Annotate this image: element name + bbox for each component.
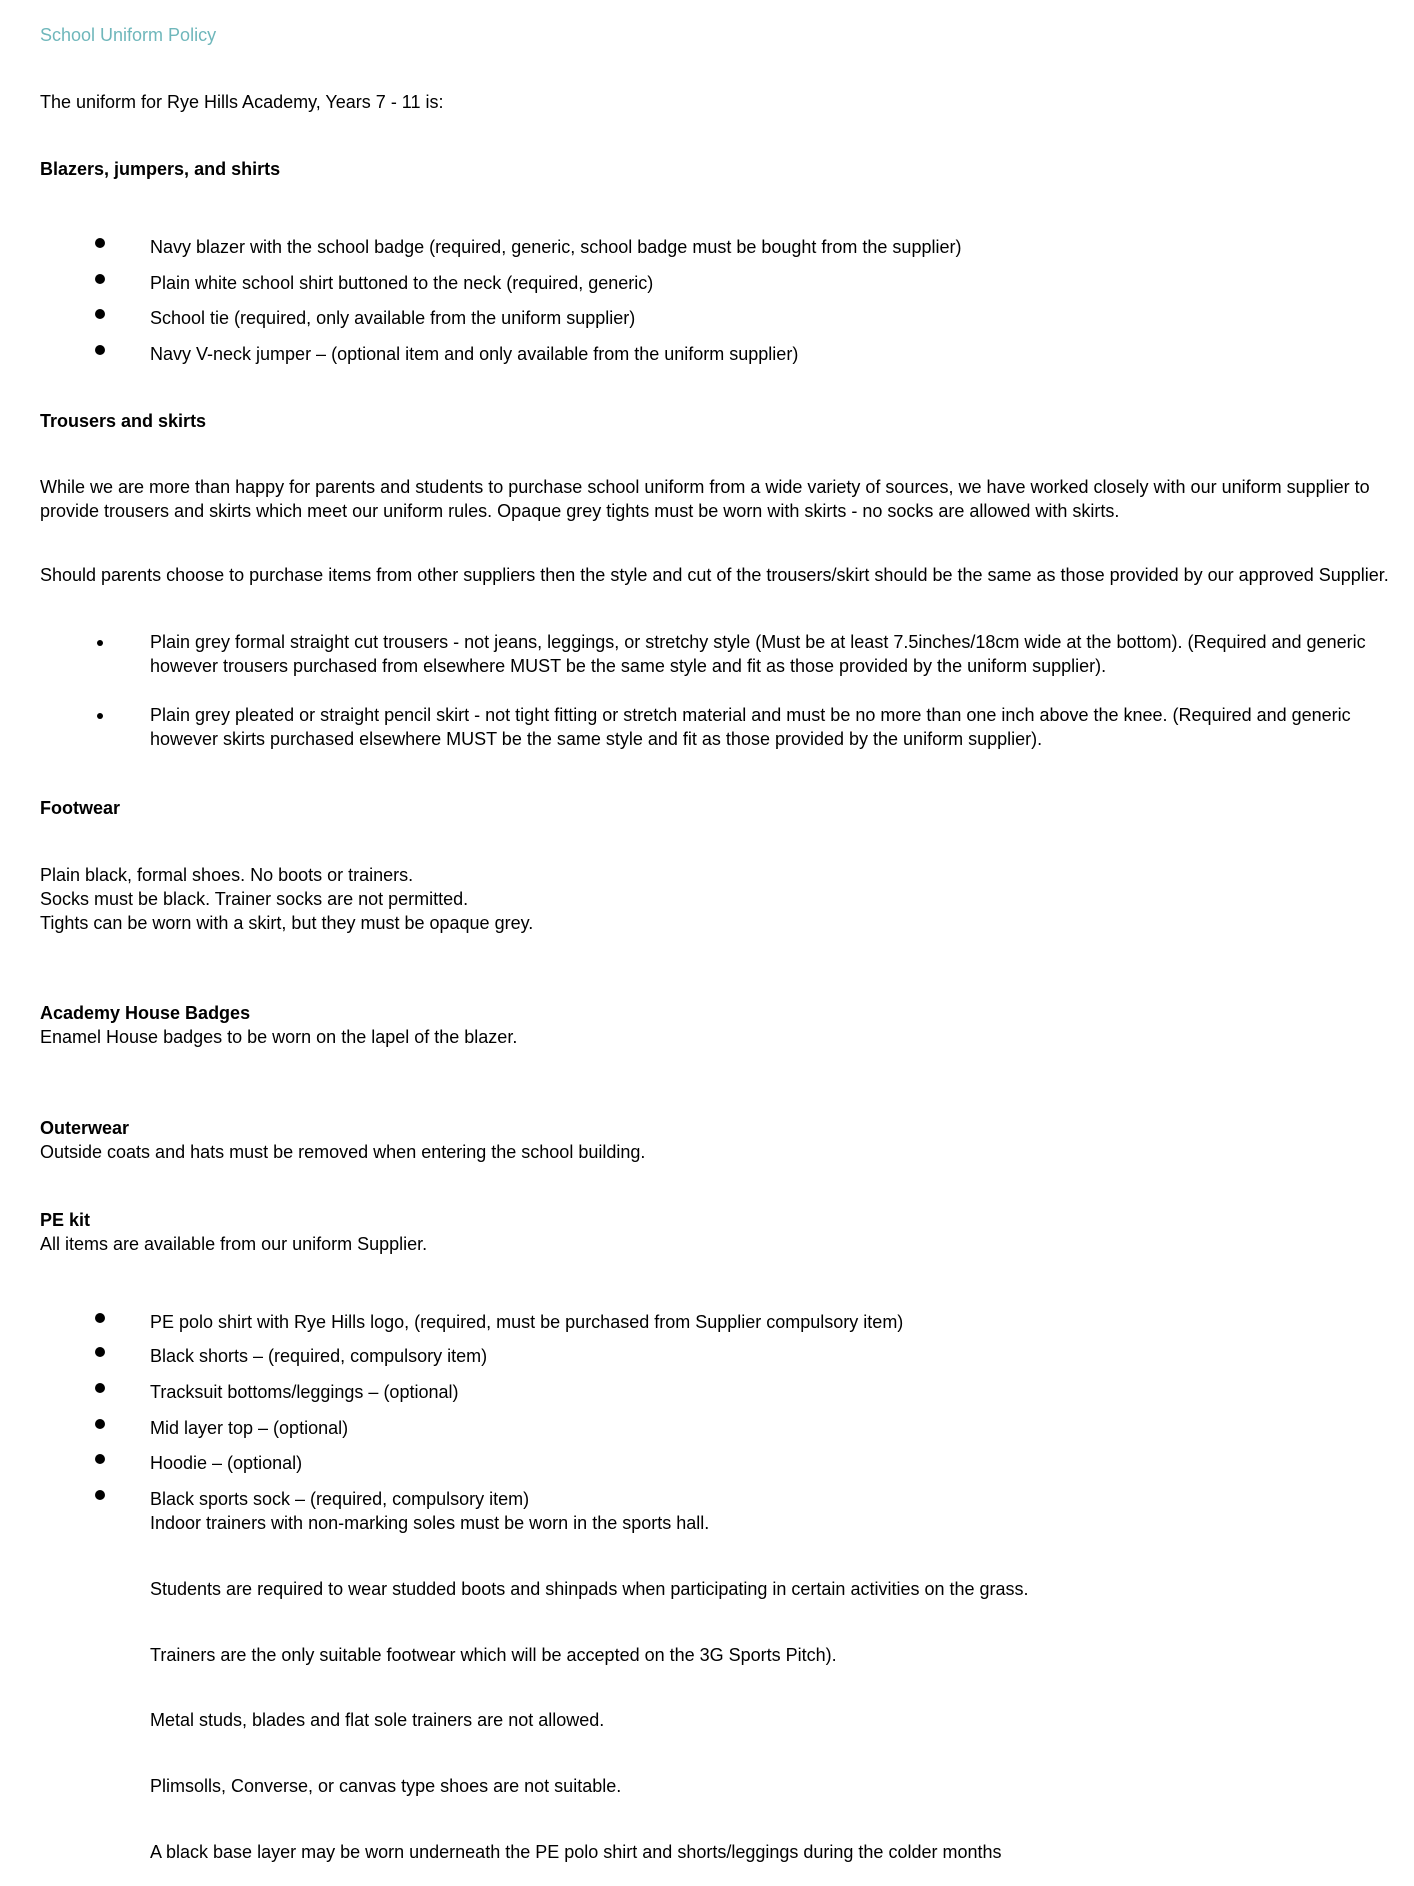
outerwear-heading: Outerwear xyxy=(40,1118,130,1138)
trousers-paragraph: Should parents choose to purchase items from other suppliers then the style and cut of the trousers/skirt should be the same as those provided by our approved Supplier. xyxy=(40,565,1389,585)
footwear-line: Socks must be black. Trainer socks are not permitted. xyxy=(40,889,469,909)
badges-heading: Academy House Badges xyxy=(40,1003,251,1023)
bullet-icon xyxy=(95,1313,105,1323)
pe-note: Trainers are the only suitable footwear which will be accepted on the 3G Sports Pitch). xyxy=(150,1645,837,1665)
page-title: School Uniform Policy xyxy=(40,25,217,45)
pe-note: Plimsolls, Converse, or canvas type shoes are not suitable. xyxy=(150,1776,622,1796)
bullet-icon xyxy=(95,238,105,248)
pe-note: Students are required to wear studded boots and shinpads when participating in certain activities on the grass. xyxy=(150,1579,1029,1599)
pe-text: All items are available from our uniform Supplier. xyxy=(40,1234,428,1254)
pe-note: Indoor trainers with non-marking soles must be worn in the sports hall. xyxy=(150,1513,710,1533)
list-item: Black shorts – (required, compulsory item) xyxy=(150,1346,488,1366)
bullet-icon xyxy=(95,309,105,319)
footwear-line: Tights can be worn with a skirt, but they must be opaque grey. xyxy=(40,913,534,933)
intro-text: The uniform for Rye Hills Academy, Years 7 - 11 is: xyxy=(40,92,444,112)
pe-heading: PE kit xyxy=(40,1210,91,1230)
bullet-icon xyxy=(97,640,103,646)
list-item: School tie (required, only available from the uniform supplier) xyxy=(150,308,636,328)
badges-text: Enamel House badges to be worn on the lapel of the blazer. xyxy=(40,1027,518,1047)
list-item: Navy V-neck jumper – (optional item and only available from the uniform supplier) xyxy=(150,344,799,364)
list-item: Hoodie – (optional) xyxy=(150,1453,303,1473)
bullet-icon xyxy=(95,1490,105,1500)
bullet-icon xyxy=(95,1454,105,1464)
pe-note: Metal studs, blades and flat sole trainers are not allowed. xyxy=(150,1710,605,1730)
bullet-icon xyxy=(95,1347,105,1357)
outerwear-text: Outside coats and hats must be removed when entering the school building. xyxy=(40,1142,646,1162)
list-item: Plain white school shirt buttoned to the neck (required, generic) xyxy=(150,273,654,293)
list-item: PE polo shirt with Rye Hills logo, (required, must be purchased from Supplier compulsory item) xyxy=(150,1312,904,1332)
blazers-heading: Blazers, jumpers, and shirts xyxy=(40,159,281,179)
list-item: Plain grey pleated or straight pencil skirt - not tight fitting or stretch material and must be no more than one inch above the knee. (Required and generic however skirts purchased elsewhere MUST be the same style and fit as those provided by the uniform supplier). xyxy=(150,705,1351,749)
bullet-icon xyxy=(97,713,103,719)
trousers-heading: Trousers and skirts xyxy=(40,411,207,431)
footwear-line: Plain black, formal shoes. No boots or trainers. xyxy=(40,865,414,885)
footwear-heading: Footwear xyxy=(40,798,121,818)
list-item: Navy blazer with the school badge (required, generic, school badge must be bought from the supplier) xyxy=(150,237,962,257)
list-item: Black sports sock – (required, compulsory item) xyxy=(150,1489,530,1509)
bullet-icon xyxy=(95,345,105,355)
bullet-icon xyxy=(95,1419,105,1429)
bullet-icon xyxy=(95,1383,105,1393)
list-item: Tracksuit bottoms/leggings – (optional) xyxy=(150,1382,459,1402)
pe-note: A black base layer may be worn underneath the PE polo shirt and shorts/leggings during the colder months xyxy=(150,1842,1002,1862)
bullet-icon xyxy=(95,274,105,284)
list-item: Mid layer top – (optional) xyxy=(150,1418,349,1438)
trousers-paragraph: While we are more than happy for parents and students to purchase school uniform from a wide variety of sources, we have worked closely with our uniform supplier to provide trousers and skirts which meet our uniform rules. Opaque grey tights must be worn with skirts - no socks are allowed with skirts. xyxy=(40,477,1370,521)
list-item: Plain grey formal straight cut trousers - not jeans, leggings, or stretchy style (Must be at least 7.5inches/18cm wide at the bottom). (Required and generic however trousers purchased from elsewhere MUST be the same style and fit as those provided by the uniform supplier). xyxy=(150,632,1366,676)
